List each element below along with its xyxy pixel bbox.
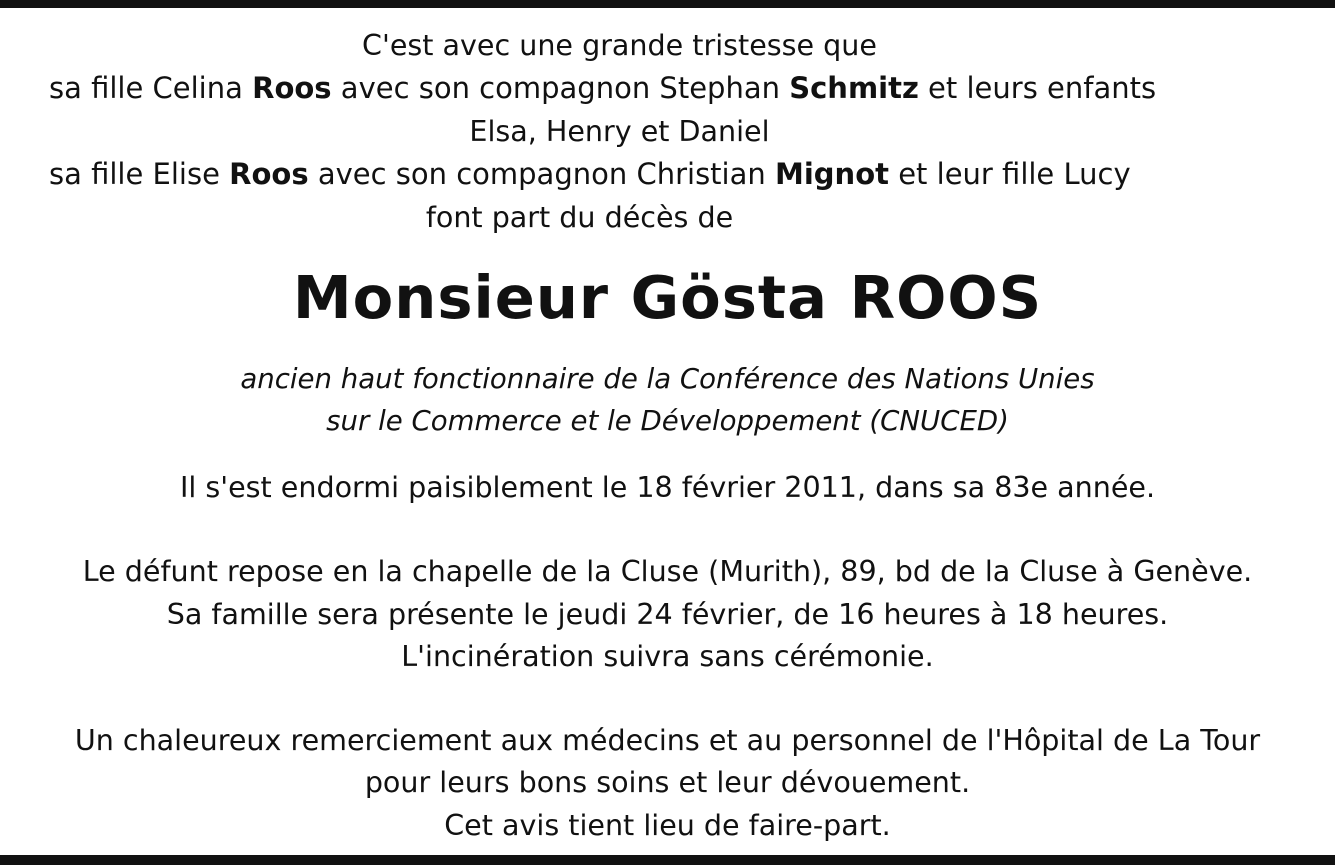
family-line-celina-text-1: sa fille Celina (49, 71, 253, 105)
position-line-2: sur le Commerce et le Développement (CNUCED) (326, 404, 1009, 437)
deceased-name-heading: Monsieur Gösta ROOS (292, 263, 1043, 332)
death-statement-line: Il s'est endormi paisiblement le 18 février 2011, dans sa 83e année. (179, 470, 1156, 504)
arrangements-line-2: Sa famille sera présente le jeudi 24 février, de 16 heures à 18 heures. (166, 597, 1169, 631)
family-name-roos-1: Roos (252, 71, 332, 105)
thanks-line-1: Un chaleureux remerciement aux médecins et au personnel de l'Hôpital de La Tour (74, 723, 1261, 757)
family-line-celina (49, 70, 1156, 106)
bottom-border-rule (0, 855, 1335, 865)
arrangements-line-1: Le défunt repose en la chapelle de la Cluse (Murith), 89, bd de la Cluse à Genève. (82, 554, 1253, 588)
family-line-elise-text-1: sa fille Elise (49, 157, 230, 191)
arrangements-line-3: L'incinération suivra sans cérémonie. (401, 639, 934, 673)
family-name-schmitz: Schmitz (789, 71, 919, 105)
thanks-line-2: pour leurs bons soins et leur dévouement. (364, 765, 971, 799)
top-border-rule (0, 0, 1335, 8)
children-names-line: Elsa, Henry et Daniel (469, 114, 770, 148)
announcement-line: font part du décès de (425, 200, 734, 234)
family-line-elise (49, 156, 1131, 192)
family-line-celina-text-2: avec son compagnon Stephan (331, 71, 790, 105)
family-line-celina-text-3: et leurs enfants (918, 71, 1157, 105)
family-line-elise-text-2: avec son compagnon Christian (308, 157, 775, 191)
thanks-line-3: Cet avis tient lieu de faire-part. (444, 808, 891, 842)
intro-line: C'est avec une grande tristesse que (362, 28, 877, 62)
family-name-mignot: Mignot (774, 157, 889, 191)
position-line-1: ancien haut fonctionnaire de la Conférence des Nations Unies (240, 362, 1095, 395)
family-name-roos-2: Roos (229, 157, 309, 191)
family-line-elise-text-3: et leur fille Lucy (888, 157, 1131, 191)
